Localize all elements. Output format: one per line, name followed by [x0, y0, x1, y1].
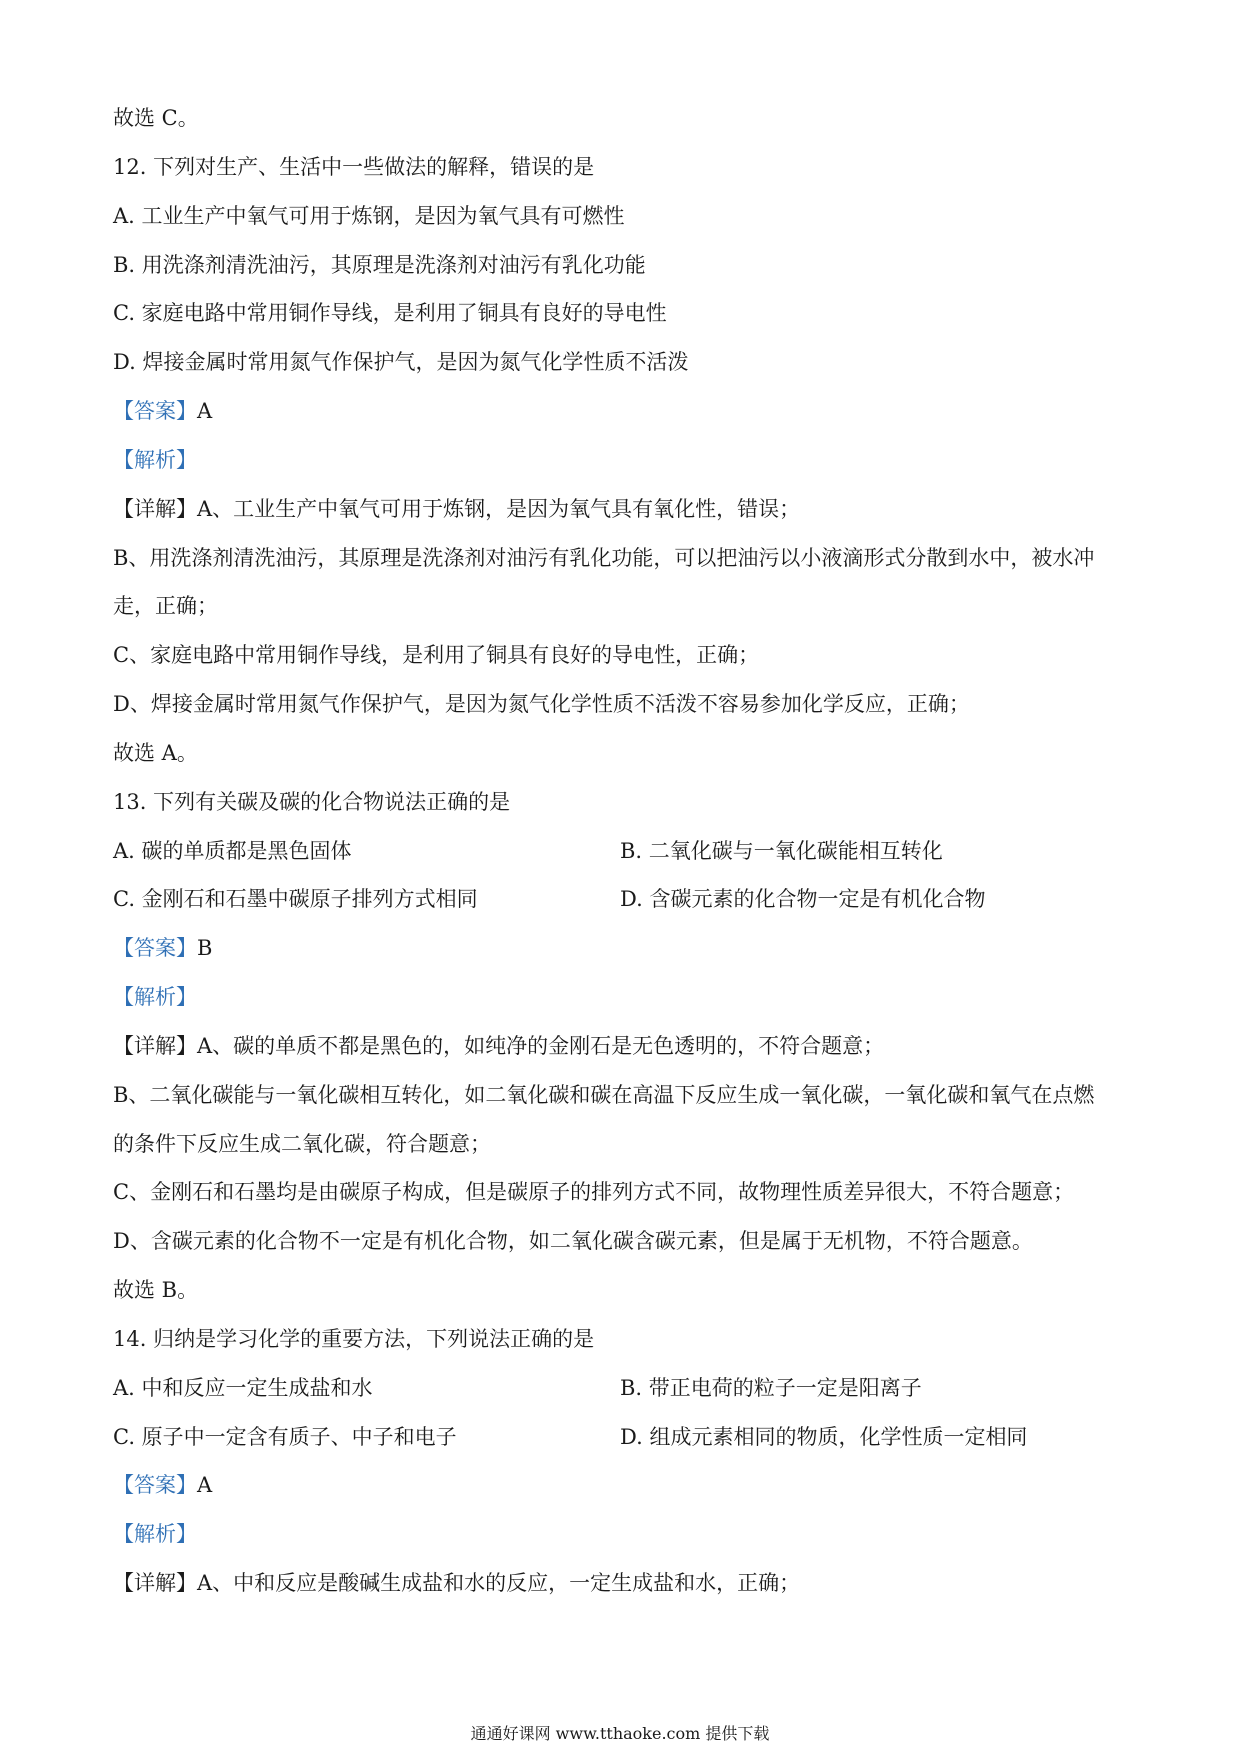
answer-value: A [197, 1473, 213, 1497]
q13-option-a: A. 碳的单质都是黑色固体 [113, 839, 352, 863]
detail-text: A、中和反应是酸碱生成盐和水的反应，一定生成盐和水，正确； [197, 1571, 801, 1595]
q14-detail-a [113, 1568, 800, 1598]
q12-detail-a [113, 494, 800, 524]
q12-option-c: C. 家庭电路中常用铜作导线，是利用了铜具有良好的导电性 [113, 301, 667, 325]
detail-text: A、碳的单质不都是黑色的，如纯净的金刚石是无色透明的，不符合题意； [197, 1034, 885, 1058]
q13-detail-b-cont: 的条件下反应生成二氧化碳，符合题意； [113, 1132, 491, 1156]
q12-analysis-tag: 【解析】 [113, 448, 197, 472]
q14-option-b: B. 带正电荷的粒子一定是阳离子 [620, 1376, 922, 1400]
q13-option-c: C. 金刚石和石墨中碳原子排列方式相同 [113, 887, 478, 911]
page-footer: 通通好课网 www.tthaoke.com 提供下载 [470, 1724, 770, 1743]
answer-tag: 【答案】 [113, 1473, 197, 1497]
q13-detail-c: C、金刚石和石墨均是由碳原子构成，但是碳原子的排列方式不同，故物理性质差异很大，不符合题意； [113, 1180, 1075, 1204]
q14-stem: 14. 归纳是学习化学的重要方法，下列说法正确的是 [113, 1327, 595, 1351]
q14-option-d: D. 组成元素相同的物质，化学性质一定相同 [620, 1425, 1028, 1449]
answer-tag: 【答案】 [113, 399, 197, 423]
q13-answer [113, 933, 212, 963]
q12-stem: 12. 下列对生产、生活中一些做法的解释，错误的是 [113, 155, 595, 179]
answer-value: A [197, 399, 213, 423]
q14-option-a: A. 中和反应一定生成盐和水 [113, 1376, 373, 1400]
q11-conclusion: 故选 C。 [113, 106, 199, 130]
q12-answer [113, 396, 212, 426]
q14-analysis-tag: 【解析】 [113, 1522, 197, 1546]
q13-option-b: B. 二氧化碳与一氧化碳能相互转化 [620, 839, 943, 863]
q13-detail-a [113, 1031, 884, 1061]
q12-option-d: D. 焊接金属时常用氮气作保护气，是因为氮气化学性质不活泼 [113, 350, 689, 374]
q13-conclusion: 故选 B。 [113, 1278, 199, 1302]
detail-tag: 【详解】 [113, 1034, 197, 1058]
q13-option-d: D. 含碳元素的化合物一定是有机化合物 [620, 887, 986, 911]
q12-option-b: B. 用洗涤剂清洗油污，其原理是洗涤剂对油污有乳化功能 [113, 253, 646, 277]
q12-detail-d: D、焊接金属时常用氮气作保护气，是因为氮气化学性质不活泼不容易参加化学反应，正确； [113, 692, 970, 716]
q12-conclusion: 故选 A。 [113, 741, 198, 765]
q14-answer [113, 1470, 212, 1500]
q12-detail-b-cont: 走，正确； [113, 594, 218, 618]
q12-option-a: A. 工业生产中氧气可用于炼钢，是因为氧气具有可燃性 [113, 204, 625, 228]
detail-tag: 【详解】 [113, 1571, 197, 1595]
answer-value: B [197, 936, 213, 960]
q13-detail-b: B、二氧化碳能与一氧化碳相互转化，如二氧化碳和碳在高温下反应生成一氧化碳，一氧化碳和氧气在点燃 [113, 1083, 1095, 1107]
q14-option-c: C. 原子中一定含有质子、中子和电子 [113, 1425, 457, 1449]
q13-detail-d: D、含碳元素的化合物不一定是有机化合物，如二氧化碳含碳元素，但是属于无机物，不符合题意。 [113, 1229, 1033, 1253]
q12-detail-c: C、家庭电路中常用铜作导线，是利用了铜具有良好的导电性，正确； [113, 643, 760, 667]
detail-text: A、工业生产中氧气可用于炼钢，是因为氧气具有氧化性，错误； [197, 497, 801, 521]
q12-detail-b: B、用洗涤剂清洗油污，其原理是洗涤剂对油污有乳化功能，可以把油污以小液滴形式分散到水中，被水冲 [113, 546, 1095, 570]
q13-analysis-tag: 【解析】 [113, 985, 197, 1009]
q13-stem: 13. 下列有关碳及碳的化合物说法正确的是 [113, 790, 511, 814]
detail-tag: 【详解】 [113, 497, 197, 521]
answer-tag: 【答案】 [113, 936, 197, 960]
